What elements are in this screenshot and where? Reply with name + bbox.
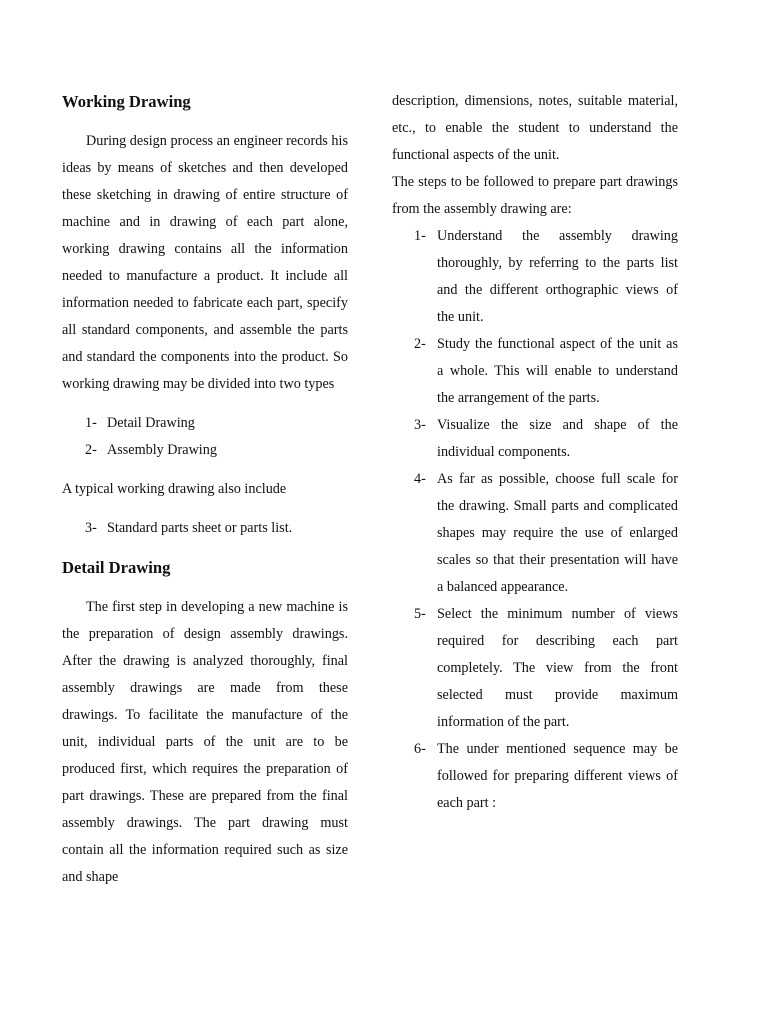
types-list [62, 410, 348, 464]
list-number: 3- [85, 520, 97, 536]
step-item [392, 601, 678, 736]
step-text: The under mentioned sequence may be followed for preparing different views of each part : [437, 741, 678, 811]
step-number: 4- [414, 471, 426, 487]
step-number: 3- [414, 417, 426, 433]
list-text: Standard parts sheet or parts list. [107, 520, 293, 536]
list-text: Detail Drawing [107, 415, 195, 431]
list-item [62, 515, 348, 542]
step-number: 5- [414, 606, 426, 622]
heading-working-drawing: Working Drawing [62, 92, 191, 111]
step-item [392, 736, 678, 817]
step-text: As far as possible, choose full scale for the drawing. Small parts and complicated shapes may require the use of enlarged scales so that their presentation will have a balanced appearance. [437, 471, 678, 595]
list-text: Assembly Drawing [107, 442, 217, 458]
step-number: 1- [414, 228, 426, 244]
list-item [62, 410, 348, 437]
continued-paragraph: description, dimensions, notes, suitable material, etc., to enable the student to understand the functional aspects of the unit. [392, 93, 678, 163]
step-number: 2- [414, 336, 426, 352]
heading-detail-drawing: Detail Drawing [62, 558, 171, 577]
list-number: 1- [85, 415, 97, 431]
step-item [392, 223, 678, 331]
list-number: 2- [85, 442, 97, 458]
step-item [392, 331, 678, 412]
include-paragraph: A typical working drawing also include [62, 481, 287, 497]
step-item [392, 412, 678, 466]
right-column [392, 88, 678, 817]
step-item [392, 466, 678, 601]
step-text: Select the minimum number of views required for describing each part completely. The view from the front selected must provide maximum information of the part. [437, 606, 678, 730]
detail-paragraph: The first step in developing a new machine is the preparation of design assembly drawings. After the drawing is analyzed thoroughly, final assembly drawings are made from these drawings. To facilitate the manufacture of the unit, individual parts of the unit are to be produced first, which requires the preparation of part drawings. These are prepared from the final assembly drawings. The part drawing must contain all the information required such as size and shape [62, 599, 348, 885]
intro-paragraph: During design process an engineer records his ideas by means of sketches and then developed these sketching in drawing of entire structure of machine and in drawing of each part alone, working drawing contains all the information needed to manufacture a product. It include all information needed to fabricate each part, specify all standard components, and assemble the parts and standard the components into the product. So working drawing may be divided into two types [62, 133, 348, 392]
left-column [62, 88, 348, 891]
step-text: Understand the assembly drawing thoroughly, by referring to the parts list and the different orthographic views of the unit. [437, 228, 678, 325]
step-text: Visualize the size and shape of the individual components. [437, 417, 678, 460]
step-number: 6- [414, 741, 426, 757]
step-text: Study the functional aspect of the unit as a whole. This will enable to understand the arrangement of the parts. [437, 336, 678, 406]
steps-list [392, 223, 678, 817]
steps-intro-paragraph: The steps to be followed to prepare part drawings from the assembly drawing are: [392, 174, 678, 217]
list-item [62, 437, 348, 464]
extra-list [62, 515, 348, 542]
